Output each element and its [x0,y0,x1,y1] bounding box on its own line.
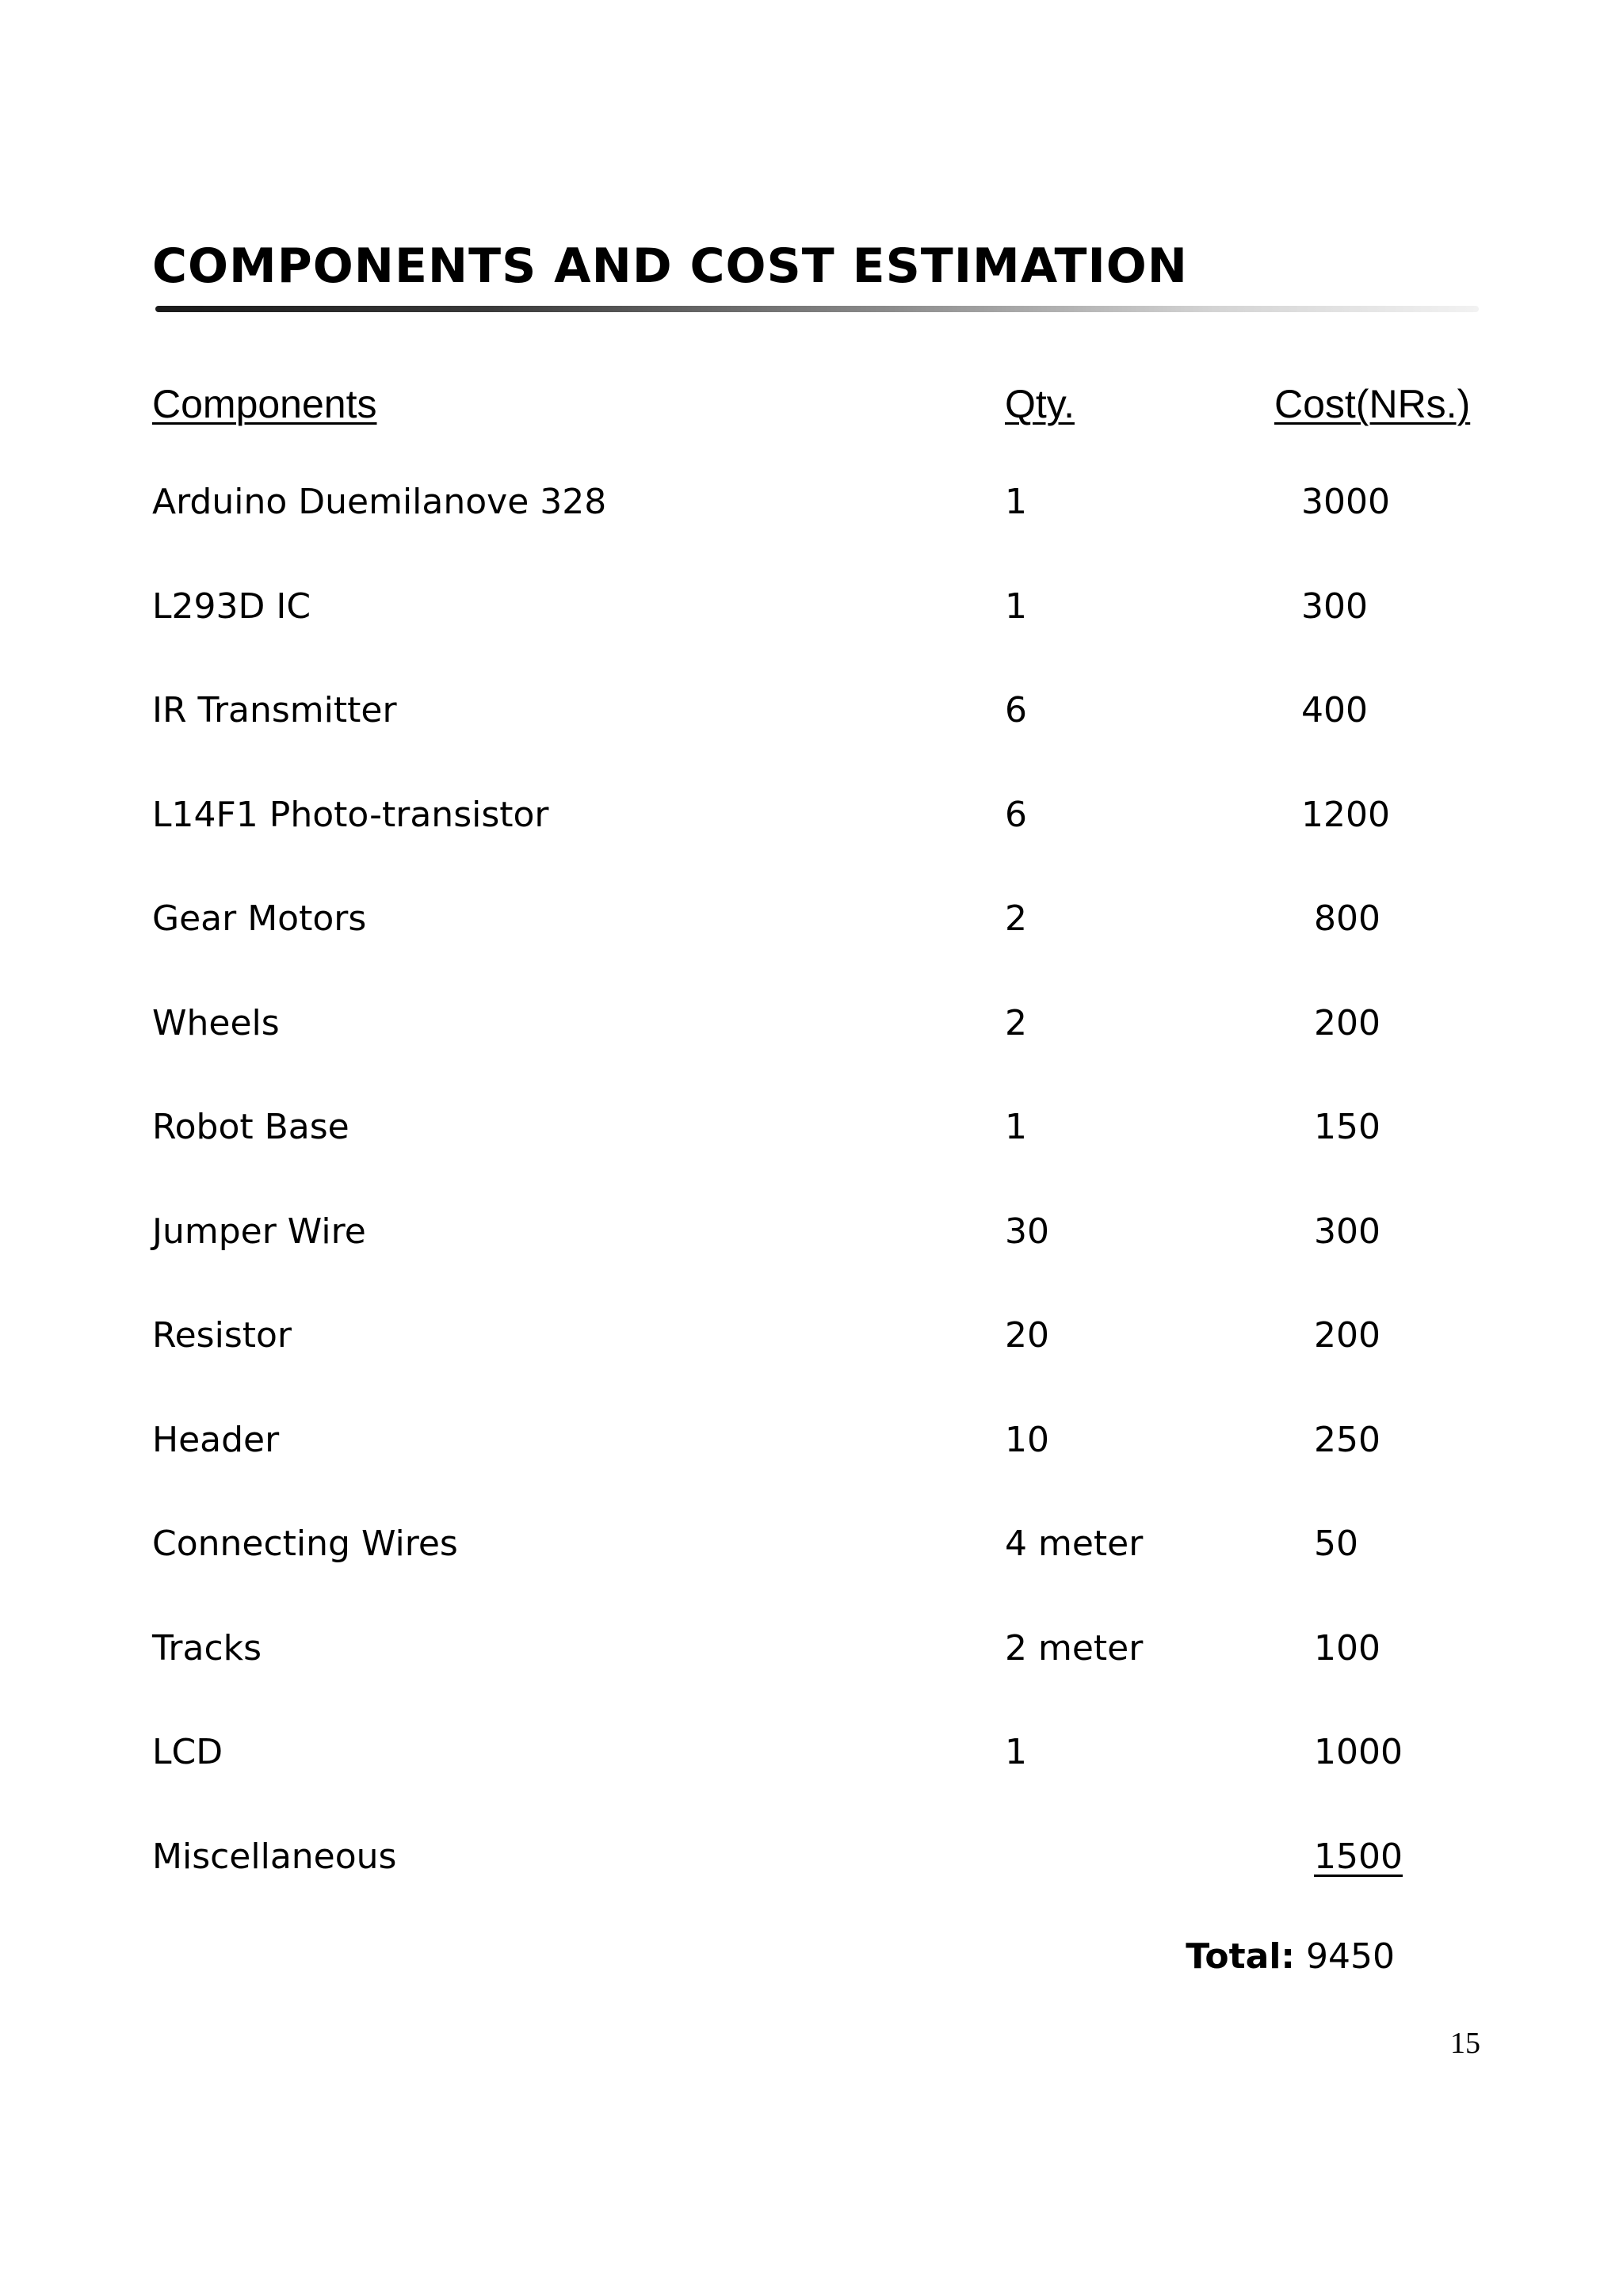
component-name: Gear Motors [152,898,367,939]
page-title: COMPONENTS AND COST ESTIMATION [152,238,1188,294]
component-name: Arduino Duemilanove 328 [152,482,607,522]
table-row [0,1099,1623,1203]
component-cost: 300 [1314,1211,1381,1252]
component-cost: 1200 [1301,794,1390,835]
component-name: Resistor [152,1315,292,1356]
table-row [0,1203,1623,1308]
title-divider [155,306,1479,312]
component-qty: 6 [1005,690,1027,730]
component-cost: 200 [1314,1002,1381,1043]
component-qty: 2 [1005,1002,1027,1043]
component-cost: 3000 [1301,482,1390,522]
component-cost: 1000 [1314,1732,1403,1772]
table-row [0,474,1623,578]
total-value: 9450 [1306,1936,1395,1977]
cost-table [0,474,1623,1932]
component-name: Tracks [152,1627,262,1669]
component-cost: 150 [1314,1107,1381,1147]
component-cost: 100 [1314,1627,1381,1669]
total-label: Total: [1186,1936,1296,1977]
component-cost: 1500 [1314,1836,1403,1877]
table-row [0,682,1623,787]
table-row [0,1516,1623,1620]
table-row [0,787,1623,891]
component-qty: 20 [1005,1315,1049,1356]
component-qty: 2 [1005,898,1027,939]
component-cost: 800 [1314,898,1381,939]
component-name: L293D IC [152,585,311,627]
component-qty: 30 [1005,1211,1049,1252]
component-cost: 50 [1314,1524,1358,1564]
page-number: 15 [1450,2027,1480,2060]
table-row [0,1307,1623,1412]
header-cost: Cost(NRs.) [1274,382,1471,426]
component-cost: 200 [1314,1315,1381,1356]
component-name: Jumper Wire [152,1211,366,1252]
component-qty: 1 [1005,482,1027,522]
header-qty: Qty. [1005,382,1075,426]
component-qty: 2 meter [1005,1627,1144,1669]
table-row [0,1620,1623,1725]
table-row [0,1412,1623,1516]
component-name: Header [152,1419,280,1460]
header-components: Components [152,382,377,426]
component-qty: 4 meter [1005,1524,1144,1564]
component-qty: 6 [1005,794,1027,835]
component-name: Wheels [152,1002,280,1043]
component-qty: 10 [1005,1419,1049,1460]
component-name: Robot Base [152,1107,349,1147]
component-cost: 400 [1301,690,1368,730]
component-name: IR Transmitter [152,690,397,730]
component-name: LCD [152,1732,223,1772]
total-line [1186,1928,1395,1985]
component-qty: 1 [1005,585,1027,627]
component-qty: 1 [1005,1732,1027,1772]
component-name: L14F1 Photo-transistor [152,794,549,835]
table-row [0,1724,1623,1829]
table-row [0,891,1623,995]
table-row [0,1829,1623,1933]
table-row [0,578,1623,683]
table-row [0,995,1623,1100]
component-name: Miscellaneous [152,1836,397,1877]
component-qty: 1 [1005,1107,1027,1147]
component-name: Connecting Wires [152,1524,458,1564]
component-cost: 250 [1314,1419,1381,1460]
component-cost: 300 [1301,585,1368,627]
